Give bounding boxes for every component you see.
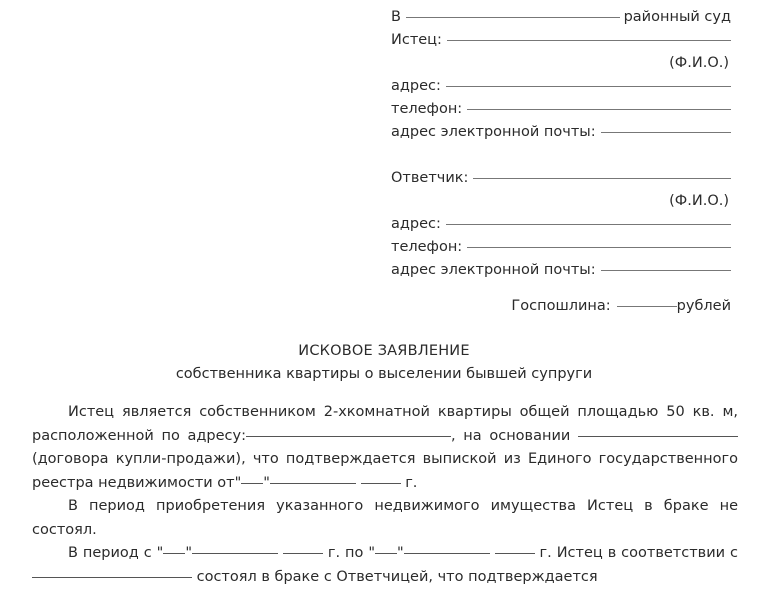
defendant-fio-note: (Ф.И.О.) [669, 193, 729, 209]
p1-address-blank[interactable] [246, 436, 451, 437]
defendant-phone-row [391, 236, 731, 259]
court-suffix-label: районный суд [623, 9, 731, 25]
state-fee-block [391, 295, 731, 317]
state-fee-amount-blank[interactable] [617, 306, 677, 307]
plaintiff-phone-row [391, 98, 731, 121]
p1-day-blank[interactable] [241, 483, 263, 484]
p3-sentence-1: В период с [68, 545, 152, 561]
plaintiff-email-label: адрес электронной почты: [391, 124, 596, 140]
defendant-email-row [391, 259, 731, 282]
p3-year-suffix-2: г. Истец в соответствии с [539, 545, 738, 561]
defendant-name-blank[interactable] [473, 178, 731, 179]
paragraph-3 [32, 542, 738, 589]
defendant-phone-blank[interactable] [467, 247, 731, 248]
plaintiff-label: Истец: [391, 32, 442, 48]
plaintiff-address-label: адрес: [391, 78, 441, 94]
plaintiff-phone-label: телефон: [391, 101, 463, 117]
defendant-email-label: адрес электронной почты: [391, 262, 596, 278]
plaintiff-phone-blank[interactable] [467, 109, 731, 110]
p1-sentence-2: , на основании [451, 427, 571, 444]
p1-basis-blank[interactable] [578, 436, 738, 437]
document-title: ИСКОВОЕ ЗАЯВЛЕНИЕ [298, 343, 470, 359]
p3-end-month-blank[interactable] [404, 553, 490, 554]
p3-quote-close-2: " [397, 545, 404, 561]
p3-marriage-doc-blank[interactable] [32, 577, 192, 578]
plaintiff-address-blank[interactable] [446, 86, 731, 87]
p3-sentence-2: состоял в браке с Ответчицей, что подтверждается [196, 568, 598, 585]
p3-end-day-blank[interactable] [375, 553, 397, 554]
p3-quote-open-2: " [368, 545, 375, 561]
defendant-address-label: адрес: [391, 216, 441, 232]
plaintiff-name-blank[interactable] [447, 40, 731, 41]
document-subtitle: собственника квартиры о выселении бывшей супруги [175, 366, 593, 382]
plaintiff-fio-note: (Ф.И.О.) [669, 55, 729, 71]
document-body [32, 401, 738, 589]
defendant-address-row [391, 213, 731, 236]
p3-quote-open-1: " [156, 545, 164, 561]
defendant-row [391, 167, 731, 190]
plaintiff-row [391, 29, 731, 52]
plaintiff-address-row [391, 75, 731, 98]
p3-start-day-blank[interactable] [163, 553, 185, 554]
court-prefix-label: В [391, 9, 401, 25]
p3-quote-close-1: " [185, 545, 192, 561]
p1-sentence-3: (договора купли-продажи), что подтверждается выпиской из Единого государственного реестра недвижимости от [32, 451, 738, 491]
paragraph-2 [32, 495, 738, 542]
paragraph-1 [32, 401, 738, 495]
plaintiff-email-blank[interactable] [601, 132, 731, 133]
court-row [391, 6, 731, 29]
p1-year-suffix: г. [405, 474, 418, 491]
title-block [0, 340, 768, 385]
defendant-email-blank[interactable] [601, 270, 731, 271]
header-addressee-block [391, 6, 731, 282]
plaintiff-email-row [391, 121, 731, 144]
defendant-address-blank[interactable] [446, 224, 731, 225]
p1-year-blank[interactable] [361, 483, 401, 484]
p1-sentence-1: Истец является собственником 2-хкомнатной квартиры общей площадью 50 кв. м, расположенной по адресу: [32, 404, 738, 444]
p2-sentence-1: В период приобретения указанного недвижимого имущества Истец в браке не состоял. [32, 498, 738, 538]
defendant-label: Ответчик: [391, 170, 469, 186]
court-name-blank[interactable] [406, 17, 620, 18]
p1-quote-close: " [263, 474, 270, 491]
p3-year-suffix-1: г. по [327, 545, 364, 561]
p1-quote-open: " [234, 474, 242, 491]
p3-end-year-blank[interactable] [495, 553, 535, 554]
header-spacer [391, 144, 731, 167]
p3-start-year-blank[interactable] [283, 553, 323, 554]
state-fee-unit-label: рублей [676, 298, 731, 314]
defendant-phone-label: телефон: [391, 239, 463, 255]
p1-month-blank[interactable] [270, 483, 356, 484]
p3-start-month-blank[interactable] [192, 553, 278, 554]
state-fee-label: Госпошлина: [511, 298, 611, 314]
